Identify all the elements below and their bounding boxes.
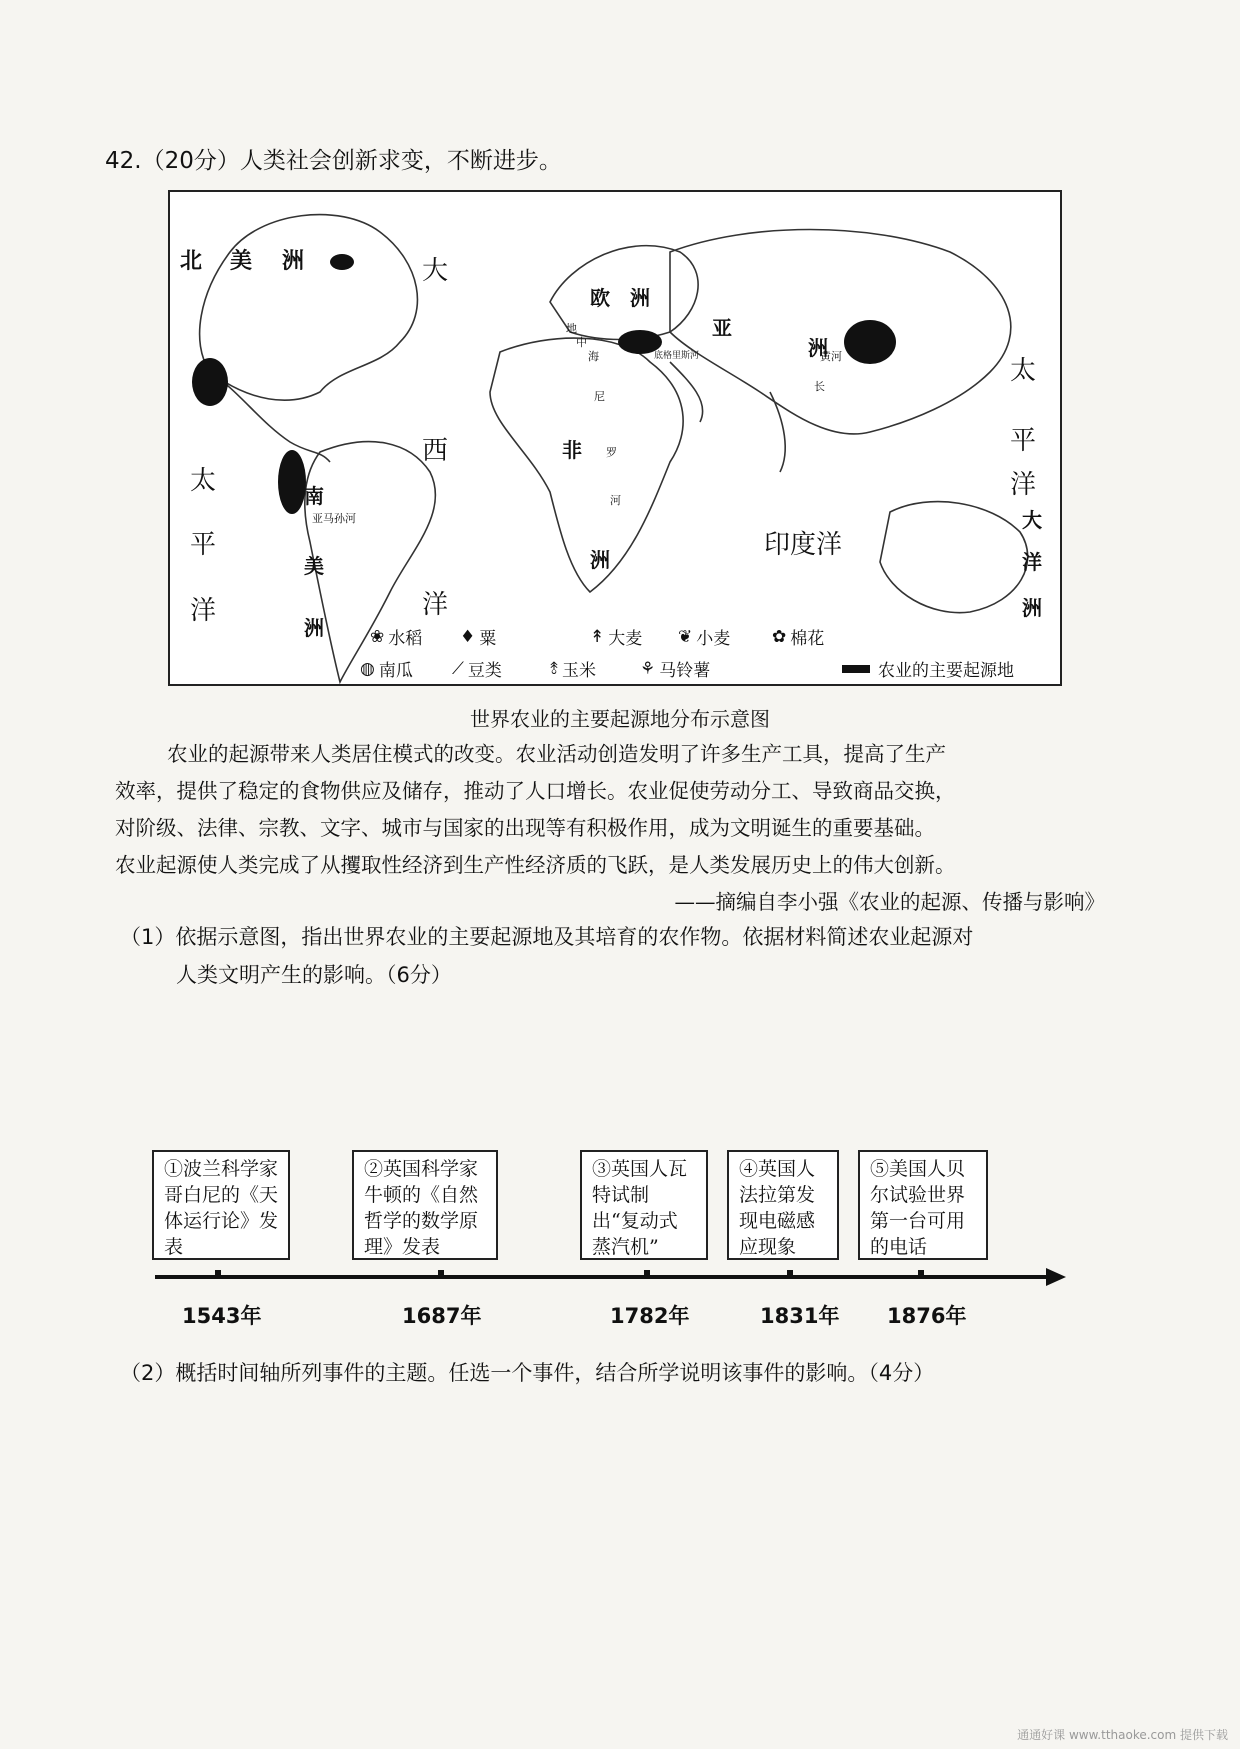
legend-label: 豆类 bbox=[467, 661, 502, 681]
label-pacific-left-1: 太 bbox=[190, 466, 217, 496]
label-huanghe: 黄河 bbox=[820, 350, 842, 363]
label-australia-3: 洲 bbox=[1022, 596, 1042, 620]
label-asia-2: 洲 bbox=[808, 336, 828, 360]
sub-question-1-line2: 人类文明产生的影响。（6分） bbox=[176, 963, 452, 987]
legend-label: 南瓜 bbox=[378, 661, 413, 681]
label-nile-1: 尼 bbox=[594, 390, 605, 403]
timeline-year-5: 1876年 bbox=[887, 1304, 967, 1328]
label-south-america-2: 美 bbox=[304, 554, 324, 578]
timeline-event-5: ⑤美国人贝尔试验世界第一台可用的电话 bbox=[858, 1150, 988, 1260]
label-africa-1: 非 bbox=[562, 438, 582, 462]
label-pacific-left-2: 平 bbox=[190, 530, 217, 560]
material-line: 农业起源使人类完成了从攫取性经济到生产性经济质的飞跃，是人类发展历史上的伟大创新。 bbox=[115, 853, 956, 877]
legend-label: 小麦 bbox=[696, 629, 731, 649]
sub-question-1-line1: （1）依据示意图，指出世界农业的主要起源地及其培育的农作物。依据材料简述农业起源对 bbox=[120, 925, 974, 949]
rice-icon: ❀ bbox=[370, 626, 385, 647]
label-changjiang: 长 bbox=[814, 380, 825, 393]
label-europe-1: 欧 bbox=[590, 286, 610, 310]
timeline-event-1: ①波兰科学家哥白尼的《天体运行论》发表 bbox=[152, 1150, 290, 1260]
potato-icon: ⚘ bbox=[640, 658, 656, 679]
label-australia-1: 大 bbox=[1022, 508, 1042, 532]
label-north-america-2: 美 bbox=[230, 249, 253, 274]
label-north-america-1: 北 bbox=[180, 249, 203, 274]
label-north-america-3: 洲 bbox=[282, 249, 305, 274]
label-australia-2: 洋 bbox=[1022, 550, 1042, 574]
timeline-event-4: ④英国人法拉第发现电磁感应现象 bbox=[727, 1150, 839, 1260]
legend-label: 农业的主要起源地 bbox=[878, 661, 1014, 681]
material-source: ——摘编自李小强《农业的起源、传播与影响》 bbox=[674, 890, 1105, 914]
legend-label: 马铃薯 bbox=[659, 661, 711, 681]
label-south-america-3: 洲 bbox=[304, 616, 324, 640]
timeline-year-4: 1831年 bbox=[760, 1304, 840, 1328]
label-mediterranean-1: 地 bbox=[566, 322, 577, 335]
corn-icon: ⥉ bbox=[550, 658, 558, 679]
label-mediterranean-3: 海 bbox=[588, 350, 599, 363]
label-pacific-right-3: 洋 bbox=[1010, 470, 1037, 500]
label-nile-2: 罗 bbox=[606, 446, 617, 459]
pumpkin-icon: ◍ bbox=[360, 658, 375, 679]
label-nile-3: 河 bbox=[610, 494, 621, 507]
label-indian-ocean: 印度洋 bbox=[764, 530, 843, 560]
legend-label: 大麦 bbox=[608, 629, 643, 649]
label-atlantic-2: 西 bbox=[422, 436, 449, 466]
label-amazon: 亚马孙河 bbox=[312, 512, 356, 525]
legend-label: 粟 bbox=[479, 629, 497, 649]
timeline-event-2: ②英国科学家牛顿的《自然哲学的数学原理》发表 bbox=[352, 1150, 498, 1260]
label-pacific-right-2: 平 bbox=[1010, 426, 1037, 456]
label-atlantic-1: 大 bbox=[422, 256, 449, 286]
label-south-america-1: 南 bbox=[304, 484, 324, 508]
label-atlantic-3: 洋 bbox=[422, 590, 449, 620]
millet-icon: ♦ bbox=[460, 626, 476, 647]
footer-watermark: 通通好课 www.tthaoke.com 提供下载 bbox=[1017, 1728, 1228, 1742]
timeline-year-1: 1543年 bbox=[182, 1304, 262, 1328]
label-pacific-right-1: 太 bbox=[1010, 356, 1037, 386]
timeline-year-3: 1782年 bbox=[610, 1304, 690, 1328]
cotton-icon: ✿ bbox=[772, 626, 787, 647]
material-line: 效率，提供了稳定的食物供应及储存，推动了人口增长。农业促使劳动分工、导致商品交换， bbox=[115, 779, 956, 803]
question-title: 42.（20分）人类社会创新求变，不断进步。 bbox=[105, 148, 562, 174]
legend-label: 玉米 bbox=[562, 661, 596, 681]
legend-label: 棉花 bbox=[790, 629, 825, 649]
label-mediterranean-2: 中 bbox=[576, 336, 587, 349]
barley-icon: ↟ bbox=[590, 626, 605, 647]
sub-question-2: （2）概括时间轴所列事件的主题。任选一个事件，结合所学说明该事件的影响。（4分） bbox=[120, 1361, 935, 1385]
material-line: 农业的起源带来人类居住模式的改变。农业活动创造发明了许多生产工具，提高了生产 bbox=[167, 742, 946, 766]
label-africa-2: 洲 bbox=[590, 548, 610, 572]
label-tigris: 底格里斯河 bbox=[654, 351, 700, 361]
beans-icon: ⟋ bbox=[452, 658, 464, 679]
wheat-icon: ❦ bbox=[678, 626, 693, 647]
label-europe-2: 洲 bbox=[630, 286, 650, 310]
label-pacific-left-3: 洋 bbox=[190, 596, 217, 626]
legend-label: 水稻 bbox=[388, 629, 423, 649]
label-asia-1: 亚 bbox=[712, 316, 732, 340]
material-line: 对阶级、法律、宗教、文字、城市与国家的出现等有积极作用，成为文明诞生的重要基础。 bbox=[115, 816, 935, 840]
timeline-year-2: 1687年 bbox=[402, 1304, 482, 1328]
map-caption: 世界农业的主要起源地分布示意图 bbox=[470, 707, 770, 731]
timeline-event-3: ③英国人瓦特试制出“复动式蒸汽机” bbox=[580, 1150, 708, 1260]
